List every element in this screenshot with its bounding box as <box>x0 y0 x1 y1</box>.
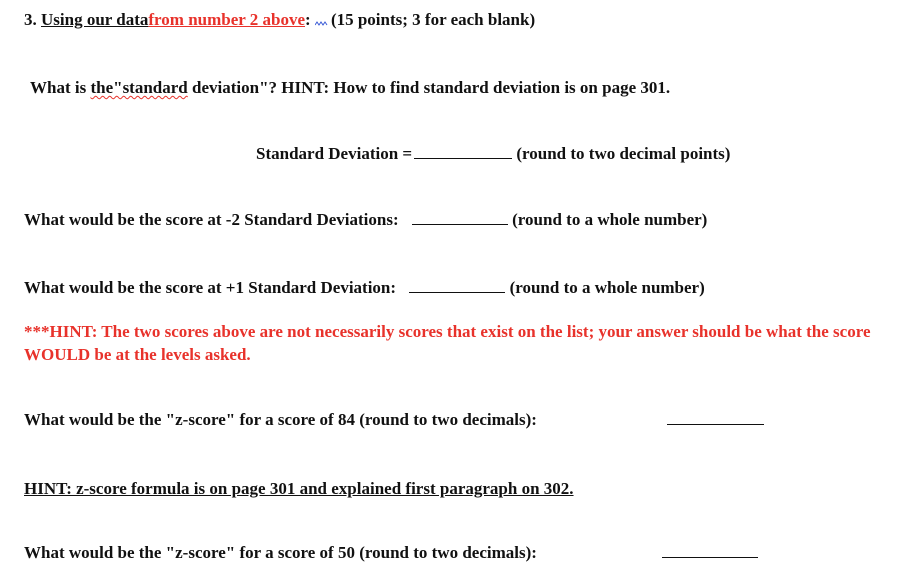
sd-answer-note: (round to two decimal points) <box>516 144 731 163</box>
spellcheck-squiggle-icon <box>315 19 331 27</box>
z-hint: HINT: z-score formula is on page 301 and explained first paragraph on 302. <box>24 479 574 498</box>
minus2-row <box>24 210 707 230</box>
z50-row <box>24 543 537 563</box>
z84-row <box>24 410 537 430</box>
plus1-note: (round to a whole number) <box>509 278 705 297</box>
question-heading <box>24 10 535 30</box>
z50-label: What would be the "z-score" for a score of 50 (round to two decimals): <box>24 543 537 562</box>
z84-blank[interactable] <box>667 410 764 425</box>
question-intro: Using our data <box>41 10 149 29</box>
plus1-row <box>24 278 705 298</box>
z84-blank-wrap <box>667 410 764 430</box>
z50-blank-wrap <box>662 543 758 563</box>
sd-question-pre: What is <box>30 78 91 97</box>
minus2-note: (round to a whole number) <box>512 210 708 229</box>
sd-question <box>30 78 670 98</box>
sd-question-post: deviation"? HINT: How to find standard deviation is on page 301. <box>187 78 671 97</box>
plus1-blank[interactable] <box>409 278 505 293</box>
question-link[interactable]: from number 2 above <box>148 10 306 29</box>
z50-blank[interactable] <box>662 543 758 558</box>
red-hint: ***HINT: The two scores above are not necessarily scores that exist on the list; your answer should be what the score WOULD be at the levels asked. <box>24 322 871 364</box>
z84-label: What would be the "z-score" for a score of 84 (round to two decimals): <box>24 410 537 429</box>
sd-answer-blank[interactable] <box>414 144 512 159</box>
question-colon: : <box>305 10 311 29</box>
plus1-label: What would be the score at +1 Standard Deviation: <box>24 278 397 297</box>
points-text: (15 points; 3 for each blank) <box>330 10 536 29</box>
minus2-label: What would be the score at -2 Standard Deviations: <box>24 210 399 229</box>
minus2-blank[interactable] <box>412 210 508 225</box>
question-number: 3. <box>24 10 37 29</box>
sd-question-misspelled: the"standard <box>90 78 188 97</box>
sd-answer-label: Standard Deviation = <box>256 144 413 163</box>
sd-answer-row <box>256 144 730 164</box>
